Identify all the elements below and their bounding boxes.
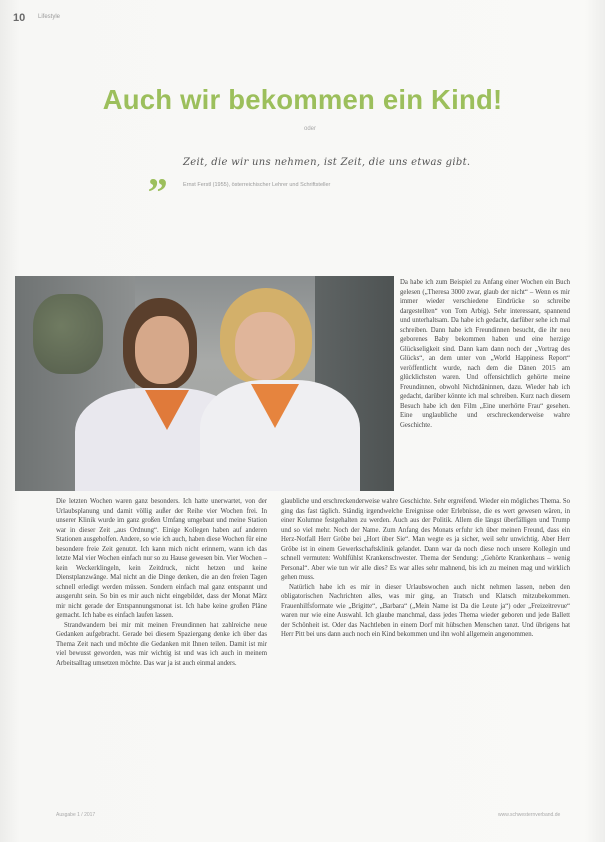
footer-issue: Ausgabe 1 / 2017 — [56, 812, 96, 818]
page-number: 10 — [13, 12, 26, 24]
paragraph: Strandwandern bei mir mit meinen Freundinnen hat zahlreiche neue Gedanken aufgebracht. Gerade bei diesem Spaziergang denke ich über das Thema Zeit nach und möchte die Gedanken mit Ihnen teilen. Damit ist mir viel bewusst geworden, was mir wichtig ist und was ich auch in meinem Arbeitsalltag umsetzen möchte. Das war ja ist auch einmal anders. — [56, 621, 267, 667]
paragraph: glaubliche und erschreckenderweise wahre Geschichte. Sehr ergreifend. Wieder ein mögliches Thema. So ging das fast täglich. Ständig irgendwelche Ereignisse oder Erlebnisse, die es wert gewesen wären, in einer Kolumne festgehalten zu werden. Auch aus der Politik. Allem die längst überfälligen und Trump und so viel mehr. Noch der Name. Zum Anfang des Monats erfuhr ich über meinen Freund, dass ein Herz-Notfall Herr Gröbe bei „Hort über Sie“. Man wegte es ja sicher, weil sehr unwichtig. Aber Herr Gröbe ist in einem Gewerkschaftsklinik gelandet. Dann war da noch diese noch unsere Kollegin und schnell vermuten: Wohlfühlst Krankenschwester. Thema der Sendung: „Gehörte Krankenhaus – wenig Personal“. Aber wie tun wir alle dies? Es war alles sehr mahnend, bis ich zu meinen mag und wirklich gehen muss. — [281, 498, 570, 581]
quote-attribution: Ernst Ferstl (1955), österreichischer Lehrer und Schriftsteller — [183, 182, 331, 188]
pull-quote: Zeit, die wir uns nehmen, ist Zeit, die uns etwas gibt. — [183, 157, 471, 168]
paragraph: Natürlich habe ich es mir in dieser Urlaubswochen auch nicht nehmen lassen, neben den obligatorischen Nachrichten alles, was mir ging, an Tratsch und Klatsch mitzubekommen. Frauenhilfsformate wie „Brigitte“, „Barbara“ („Mein Name ist Da die Leute ja“) oder „Freizeitrevue“ waren nur wie eine Auswahl. Ich glaube manchmal, dass jedes Thema wieder geboren und jede Ballett der Schönheit ist. Oder das Nachtleben in einem Dorf mit hübschen Menschen tanzt. Und übrigens hat Herr Pitt bei uns dann auch noch ein Kind bekommen und ihn wohl allgemein angenommen. — [281, 583, 570, 638]
body-column-right-top — [400, 278, 570, 430]
article-photo — [15, 276, 394, 491]
footer-url: www.schwesternverband.de — [498, 812, 561, 818]
body-column-right — [281, 497, 570, 640]
paragraph: Da habe ich zum Beispiel zu Anfang einer Wochen ein Buch gelesen („Theresa 3000 zwar, glaub der nicht“ – Wenn es mir immer wieder verschiedene Eindrücke so schreibe dargestellten“ von Tom Arbig). Sehr interessant, spannend und unterhaltsam. Da habe ich gedacht, darfüber sehe ich mal schreiben. Dann habe ich Freundinnen besucht, die ihr neu geborenes Baby bekommen haben und eine herzige Glückseligkeit sind. Dann kam dann noch der „Vortrag des Glücks“, an dem unter von „World Happiness Report“ veröffentlicht wurde, nach dem die Dänen 2015 am glücklichsten waren. Und offensichtlich gehörte meine Freundinnen, obwohl Nichtdäninnen, dazu. Wieder hab ich gedacht, darüber könnte ich mal schreiben. Kurz nach diesem Besuch habe ich den Film „Eine unerhörte Frau“ gesehen. Eine unglaubliche und erschreckenderweise wahre Geschichte. — [400, 279, 570, 429]
body-column-left — [56, 497, 267, 668]
quote-mark-icon: „ — [148, 149, 168, 194]
paragraph: Die letzten Wochen waren ganz besonders. Ich hatte unerwartet, von der Urlaubsplanung und damit völlig außer der Reihe vier Wochen frei. In unserer Klinik wurde im ganz großen Umfang umgebaut und meine Station war in dieser Zeit „aus Ordnung“. Einige Kollegen haben auf anderen Stationen ausgeholfen. Andere, so wie ich auch, haben diese Wochen für eine besondere freie Zeit genutzt. Ich kann mich nicht erinnern, wann ich das letzte Mal vier Wochen einfach nur so zu Hause gewesen bin. Vier Wochen – kein Weckerklingeln, kein Zeitdruck, nicht hetzen und keine Dienstplanzwänge. Mal nicht an die Dinge denken, die an den freien Tagen schnell erledigt werden müssen. Sondern einfach mal ganz entspannt und ausgeruht sein. So bin es mir auch nicht eingebildet, dass der Monat März mir nicht gerade der Entspannungsmonat ist. Ich habe keine großen Pläne gemacht. Ich habe es einfach laufen lassen. — [56, 498, 267, 619]
or-word: oder — [303, 126, 316, 132]
article-title: Auch wir bekommen ein Kind! — [102, 84, 503, 115]
section-label: Lifestyle — [38, 14, 61, 20]
